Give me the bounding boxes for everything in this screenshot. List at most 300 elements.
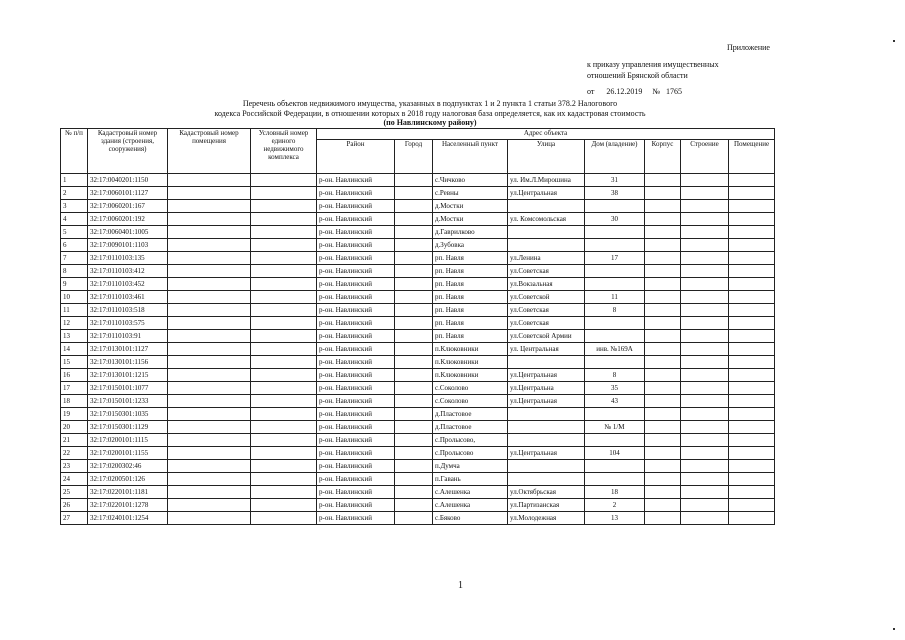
cell-locality: п.Клюковники [433, 369, 508, 382]
cell-empty [645, 460, 681, 473]
cell-empty [645, 356, 681, 369]
cell-num: 4 [61, 213, 88, 226]
cell-street [508, 226, 585, 239]
cell-empty [395, 304, 433, 317]
cell-cad: 32:17:0130101:1156 [88, 356, 168, 369]
cell-empty [395, 473, 433, 486]
cell-district: р-он. Навлинский [317, 174, 395, 187]
cell-num: 10 [61, 291, 88, 304]
cell-house [585, 408, 645, 421]
cell-num: 22 [61, 447, 88, 460]
cell-empty [251, 213, 317, 226]
cell-house: 38 [585, 187, 645, 200]
cell-district: р-он. Навлинский [317, 473, 395, 486]
cell-house [585, 473, 645, 486]
cell-locality: п.Клюковники [433, 343, 508, 356]
cell-empty [168, 421, 251, 434]
cell-empty [395, 343, 433, 356]
cell-empty [251, 382, 317, 395]
cell-empty [681, 278, 729, 291]
cell-locality: д.Мостки [433, 213, 508, 226]
table-row [61, 317, 775, 330]
cell-district: р-он. Навлинский [317, 421, 395, 434]
table-row [61, 369, 775, 382]
cell-district: р-он. Навлинский [317, 265, 395, 278]
cell-empty [251, 239, 317, 252]
cell-district: р-он. Навлинский [317, 434, 395, 447]
cell-locality: с.Соколово [433, 382, 508, 395]
cell-num: 1 [61, 174, 88, 187]
cell-empty [168, 512, 251, 525]
cell-house: 2 [585, 499, 645, 512]
cell-empty [681, 395, 729, 408]
header-locality: Населенный пункт [433, 140, 508, 174]
cell-empty [729, 291, 775, 304]
cell-num: 13 [61, 330, 88, 343]
cell-empty [395, 395, 433, 408]
cell-empty [681, 304, 729, 317]
cell-district: р-он. Навлинский [317, 408, 395, 421]
cell-empty [681, 356, 729, 369]
cell-house [585, 278, 645, 291]
cell-empty [251, 200, 317, 213]
cell-cad: 32:17:0150101:1077 [88, 382, 168, 395]
table-row [61, 213, 775, 226]
cell-street [508, 460, 585, 473]
cell-empty [168, 343, 251, 356]
cell-street: ул.Центральная [508, 369, 585, 382]
header-num: № п/п [61, 129, 88, 174]
cell-empty [251, 447, 317, 460]
table-row [61, 291, 775, 304]
appendix-order-line1: к приказу управления имущественных [587, 60, 719, 69]
cell-empty [168, 447, 251, 460]
cell-num: 8 [61, 265, 88, 278]
table-row [61, 226, 775, 239]
cell-house: 11 [585, 291, 645, 304]
cell-empty [681, 382, 729, 395]
cell-empty [251, 187, 317, 200]
scan-speck [893, 40, 895, 42]
cell-empty [729, 486, 775, 499]
cell-locality: с.Алешенка [433, 486, 508, 499]
cell-empty [168, 434, 251, 447]
cell-num: 2 [61, 187, 88, 200]
cell-cad: 32:17:0060101:1127 [88, 187, 168, 200]
cell-district: р-он. Навлинский [317, 356, 395, 369]
cell-empty [645, 343, 681, 356]
cell-empty [729, 408, 775, 421]
table-row [61, 356, 775, 369]
cell-empty [729, 473, 775, 486]
table-row [61, 486, 775, 499]
cell-empty [395, 382, 433, 395]
cell-num: 27 [61, 512, 88, 525]
cell-empty [645, 473, 681, 486]
cell-empty [168, 187, 251, 200]
cell-empty [168, 317, 251, 330]
cell-empty [729, 421, 775, 434]
document-title-line1: Перечень объектов недвижимого имущества, указанных в подпунктах 1 и 2 пункта 1 статьи 378.2 Налогового [242, 99, 618, 108]
cell-empty [645, 239, 681, 252]
cell-empty [681, 252, 729, 265]
cell-empty [645, 174, 681, 187]
cell-empty [168, 278, 251, 291]
cell-locality: рп. Навля [433, 291, 508, 304]
cell-district: р-он. Навлинский [317, 460, 395, 473]
cell-house: 104 [585, 447, 645, 460]
cell-empty [729, 356, 775, 369]
cell-num: 5 [61, 226, 88, 239]
cell-empty [395, 499, 433, 512]
table-row [61, 473, 775, 486]
cell-empty [395, 447, 433, 460]
table-row [61, 343, 775, 356]
cell-house: 43 [585, 395, 645, 408]
cell-empty [395, 512, 433, 525]
cell-empty [251, 252, 317, 265]
cell-cad: 32:17:0220101:1181 [88, 486, 168, 499]
cell-empty [681, 291, 729, 304]
cell-empty [168, 356, 251, 369]
cell-empty [395, 421, 433, 434]
cell-empty [729, 252, 775, 265]
cell-cad: 32:17:0130101:1127 [88, 343, 168, 356]
cell-empty [251, 278, 317, 291]
cell-district: р-он. Навлинский [317, 252, 395, 265]
cell-street: ул.Центральная [508, 447, 585, 460]
cell-num: 25 [61, 486, 88, 499]
cell-empty [681, 512, 729, 525]
cell-num: 3 [61, 200, 88, 213]
cell-street: ул.Советской [508, 291, 585, 304]
cell-locality: с.Соколово [433, 395, 508, 408]
cell-house [585, 226, 645, 239]
cell-street: ул.Вокзальная [508, 278, 585, 291]
cell-empty [645, 408, 681, 421]
cell-empty [168, 252, 251, 265]
cell-locality: п.Клюковники [433, 356, 508, 369]
cell-empty [168, 408, 251, 421]
header-cond-number: Условный номер единого недвижимого комплекса [251, 129, 317, 174]
cell-cad: 32:17:0110103:452 [88, 278, 168, 291]
cell-num: 17 [61, 382, 88, 395]
table-row [61, 265, 775, 278]
cell-empty [645, 304, 681, 317]
cell-empty [251, 343, 317, 356]
cell-locality: д.Мостки [433, 200, 508, 213]
cell-house [585, 317, 645, 330]
cell-empty [251, 434, 317, 447]
cell-num: 24 [61, 473, 88, 486]
table-row [61, 382, 775, 395]
cell-empty [395, 226, 433, 239]
cell-empty [645, 252, 681, 265]
header-address: Адрес объекта [317, 129, 775, 140]
cell-empty [395, 369, 433, 382]
cell-num: 15 [61, 356, 88, 369]
cell-district: р-он. Навлинский [317, 317, 395, 330]
cell-cad: 32:17:0040201:1150 [88, 174, 168, 187]
cell-empty [729, 304, 775, 317]
cell-empty [168, 330, 251, 343]
cell-empty [168, 395, 251, 408]
cell-empty [645, 499, 681, 512]
cell-empty [729, 434, 775, 447]
cell-num: 11 [61, 304, 88, 317]
table-row [61, 252, 775, 265]
cell-locality: д.Зубовка [433, 239, 508, 252]
cell-empty [168, 213, 251, 226]
cell-street: ул.Октябрьская [508, 486, 585, 499]
objects-table [60, 128, 775, 525]
appendix-date-line [587, 86, 682, 97]
cell-empty [681, 343, 729, 356]
cell-cad: 32:17:0060201:192 [88, 213, 168, 226]
cell-empty [729, 317, 775, 330]
number-prefix: № [652, 87, 661, 96]
cell-num: 20 [61, 421, 88, 434]
cell-empty [168, 239, 251, 252]
cell-empty [729, 382, 775, 395]
cell-empty [645, 278, 681, 291]
cell-cad: 32:17:0110103:518 [88, 304, 168, 317]
cell-empty [168, 265, 251, 278]
cell-locality: рп. Навля [433, 265, 508, 278]
cell-district: р-он. Навлинский [317, 330, 395, 343]
cell-house: 8 [585, 369, 645, 382]
cell-house: 30 [585, 213, 645, 226]
cell-locality: д.Пластовое [433, 421, 508, 434]
cell-locality: п.Думча [433, 460, 508, 473]
cell-empty [251, 395, 317, 408]
cell-cad: 32:17:0110103:135 [88, 252, 168, 265]
cell-district: р-он. Навлинский [317, 239, 395, 252]
cell-empty [681, 213, 729, 226]
table-row [61, 187, 775, 200]
cell-num: 9 [61, 278, 88, 291]
cell-street: ул.Советская [508, 304, 585, 317]
cell-empty [395, 291, 433, 304]
cell-empty [251, 473, 317, 486]
cell-locality: с.Пролысово [433, 447, 508, 460]
cell-empty [729, 187, 775, 200]
cell-empty [395, 239, 433, 252]
cell-street: ул.Центральная [508, 395, 585, 408]
table-row [61, 447, 775, 460]
cell-locality: с.Чичково [433, 174, 508, 187]
cell-cad: 32:17:0060401:1005 [88, 226, 168, 239]
cell-empty [681, 421, 729, 434]
header-district: Район [317, 140, 395, 174]
cell-locality: рп. Навля [433, 278, 508, 291]
cell-house: № 1/М [585, 421, 645, 434]
header-city: Город [395, 140, 433, 174]
table-row [61, 239, 775, 252]
cell-street [508, 421, 585, 434]
cell-empty [395, 486, 433, 499]
cell-house [585, 330, 645, 343]
cell-empty [251, 330, 317, 343]
cell-street: ул.Советская [508, 265, 585, 278]
cell-empty [645, 434, 681, 447]
appendix-order-line2: отношений Брянской области [587, 71, 688, 80]
cell-district: р-он. Навлинский [317, 187, 395, 200]
cell-house [585, 460, 645, 473]
cell-num: 26 [61, 499, 88, 512]
cell-district: р-он. Навлинский [317, 499, 395, 512]
cell-empty [168, 460, 251, 473]
cell-street [508, 408, 585, 421]
cell-empty [729, 395, 775, 408]
cell-empty [251, 174, 317, 187]
cell-empty [681, 460, 729, 473]
cell-empty [168, 499, 251, 512]
page-number: 1 [458, 580, 463, 591]
cell-empty [645, 486, 681, 499]
cell-house: инв. №169А [585, 343, 645, 356]
cell-locality: с.Алешенка [433, 499, 508, 512]
cell-empty [395, 434, 433, 447]
order-number: 1765 [666, 87, 683, 96]
cell-empty [645, 421, 681, 434]
header-street: Улица [508, 140, 585, 174]
cell-street: ул.Центральна [508, 382, 585, 395]
cell-empty [168, 486, 251, 499]
cell-empty [395, 330, 433, 343]
cell-empty [729, 278, 775, 291]
cell-district: р-он. Навлинский [317, 512, 395, 525]
cell-district: р-он. Навлинский [317, 447, 395, 460]
cell-street: ул.Ленина [508, 252, 585, 265]
cell-empty [645, 265, 681, 278]
table-row [61, 304, 775, 317]
cell-num: 16 [61, 369, 88, 382]
order-date: 26.12.2019 [606, 87, 643, 96]
table-row [61, 434, 775, 447]
cell-district: р-он. Навлинский [317, 395, 395, 408]
cell-district: р-он. Навлинский [317, 213, 395, 226]
header-cad-building: Кадастровый номер здания (строения, сооружения) [88, 129, 168, 174]
cell-house [585, 200, 645, 213]
cell-empty [681, 239, 729, 252]
cell-num: 19 [61, 408, 88, 421]
cell-locality: д.Пластовое [433, 408, 508, 421]
header-cad-room: Кадастровый номер помещения [168, 129, 251, 174]
cell-empty [681, 499, 729, 512]
date-prefix: от [587, 87, 595, 96]
cell-street [508, 239, 585, 252]
cell-empty [729, 265, 775, 278]
cell-district: р-он. Навлинский [317, 291, 395, 304]
cell-cad: 32:17:0200101:1115 [88, 434, 168, 447]
document-title-line3: (по Навлинскому району) [383, 118, 477, 127]
table-row [61, 278, 775, 291]
cell-cad: 32:17:0150101:1233 [88, 395, 168, 408]
cell-empty [395, 408, 433, 421]
cell-locality: с.Бяково [433, 512, 508, 525]
cell-district: р-он. Навлинский [317, 343, 395, 356]
appendix-title: Приложение [727, 43, 770, 52]
cell-empty [645, 291, 681, 304]
table-row [61, 174, 775, 187]
cell-street [508, 356, 585, 369]
cell-empty [168, 473, 251, 486]
cell-empty [681, 473, 729, 486]
cell-empty [729, 239, 775, 252]
header-building: Корпус [645, 140, 681, 174]
cell-empty [645, 317, 681, 330]
cell-empty [681, 447, 729, 460]
cell-empty [645, 369, 681, 382]
cell-empty [729, 330, 775, 343]
cell-district: р-он. Навлинский [317, 226, 395, 239]
cell-empty [395, 460, 433, 473]
cell-empty [681, 265, 729, 278]
cell-house: 13 [585, 512, 645, 525]
scan-speck [893, 628, 895, 630]
cell-empty [645, 447, 681, 460]
cell-district: р-он. Навлинский [317, 382, 395, 395]
cell-empty [681, 200, 729, 213]
cell-empty [645, 213, 681, 226]
cell-empty [168, 382, 251, 395]
cell-empty [681, 369, 729, 382]
cell-street: ул.Партизанская [508, 499, 585, 512]
cell-empty [168, 291, 251, 304]
cell-street: ул. Центральная [508, 343, 585, 356]
cell-house: 31 [585, 174, 645, 187]
cell-empty [681, 174, 729, 187]
table-row [61, 408, 775, 421]
cell-empty [251, 304, 317, 317]
cell-district: р-он. Навлинский [317, 278, 395, 291]
cell-num: 23 [61, 460, 88, 473]
cell-cad: 32:17:0110103:91 [88, 330, 168, 343]
cell-empty [729, 213, 775, 226]
cell-empty [395, 200, 433, 213]
cell-empty [729, 460, 775, 473]
cell-cad: 32:17:0090101:1103 [88, 239, 168, 252]
cell-empty [645, 330, 681, 343]
cell-empty [729, 174, 775, 187]
cell-locality: рп. Навля [433, 330, 508, 343]
cell-street [508, 200, 585, 213]
cell-district: р-он. Навлинский [317, 200, 395, 213]
cell-locality: с.Ревны [433, 187, 508, 200]
table-row [61, 200, 775, 213]
cell-empty [681, 486, 729, 499]
cell-empty [645, 382, 681, 395]
cell-num: 7 [61, 252, 88, 265]
cell-empty [395, 278, 433, 291]
cell-house: 18 [585, 486, 645, 499]
cell-empty [251, 499, 317, 512]
cell-empty [681, 317, 729, 330]
cell-empty [251, 512, 317, 525]
cell-empty [645, 512, 681, 525]
cell-empty [729, 226, 775, 239]
cell-empty [681, 434, 729, 447]
header-structure: Строение [681, 140, 729, 174]
document-title-line2: кодекса Российской Федерации, в отношении которых в 2018 году налоговая база определяется, как их кадастровая стоимость [214, 109, 646, 118]
cell-locality: рп. Навля [433, 252, 508, 265]
cell-locality: с.Пролысово, [433, 434, 508, 447]
cell-street: ул. Им.Л.Мирошина [508, 174, 585, 187]
cell-locality: рп. Навля [433, 304, 508, 317]
cell-cad: 32:17:0200501:126 [88, 473, 168, 486]
cell-empty [168, 369, 251, 382]
